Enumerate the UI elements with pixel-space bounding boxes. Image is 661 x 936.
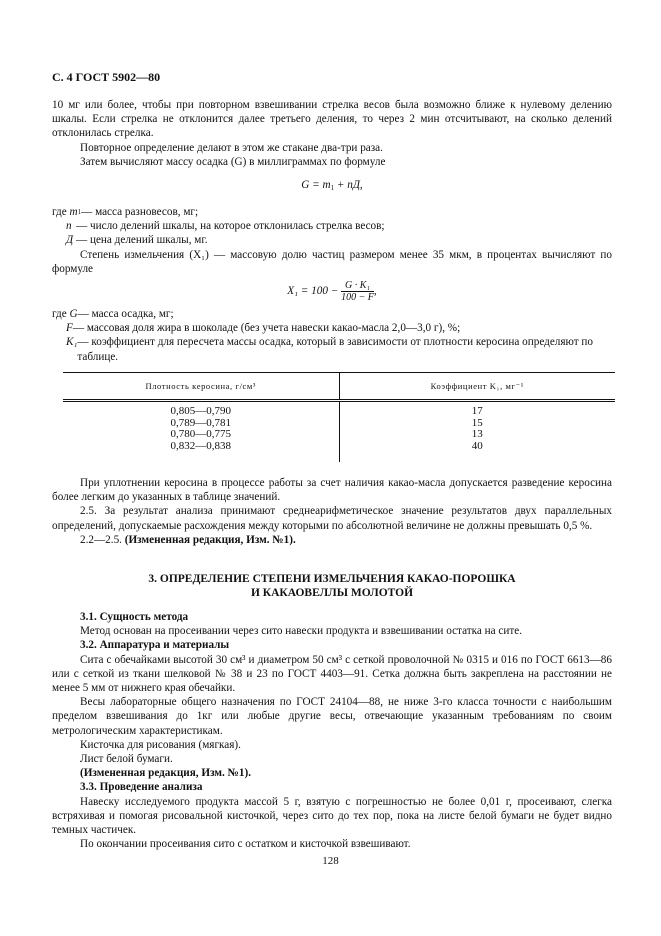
definition: F — массовая доля жира в шоколаде (без учета навески какао-масла 2,0—3,0 г), %;: [66, 322, 461, 335]
page-number: 128: [322, 855, 339, 867]
table-row: 0,780—0,775 13: [63, 429, 615, 441]
table-header-row: [63, 373, 615, 401]
paragraph: Метод основан на просеивании через сито навески продукта и взвешивании остатка на сите.: [80, 625, 523, 638]
definitions-1: [52, 205, 612, 276]
paragraph: При уплотнении керосина в процессе работы за счет наличия какао-масла допускается разведение керосина более легким до указанных в таблице значений.: [52, 477, 612, 504]
subsection-title: 3.1. Сущность метода: [80, 611, 189, 623]
paragraph: Степень измельчения (X₁) — массовую долю частиц размером менее 35 мкм, в процентах вычисляют по формуле: [52, 248, 612, 275]
table-row: 0,832—0,838 40: [63, 441, 615, 463]
subsection-title: 3.2. Аппаратура и материалы: [80, 639, 230, 652]
table-row: 0,789—0,781 15: [63, 418, 615, 430]
paragraph: Лист белой бумаги.: [80, 753, 173, 766]
definition: где G — масса осадка, мг;: [52, 308, 174, 320]
definition: Д — цена делений шкалы, мг.: [66, 234, 208, 247]
definition: n — число делений шкалы, на которое отклонилась стрелка весов;: [66, 220, 385, 233]
paragraph: Повторное определение делают в этом же стакане два-три раза.: [80, 141, 383, 154]
table-row: 0,805—0,790 17: [63, 401, 615, 418]
text-block-middle: [52, 476, 612, 547]
kerosene-coefficient-table: [63, 372, 615, 462]
text-block-top: [52, 98, 612, 169]
paragraph: Сита с обечайками высотой 30 см³ и диаметром 50 см³ с сеткой проволочной № 0315 и 016 по ГОСТ 6613—86 или с сеткой из ткани шелковой № 38 и 23 по ГОСТ 4403—91. Сетка должна быть закреплена на расстоянии не менее 5 мм от нижнего края обечайки.: [52, 653, 612, 695]
paragraph: Весы лабораторные общего назначения по ГОСТ 24104—88, не ниже 3-го класса точности с наибольшим пределом взвешивания до 1кг или любые другие весы, отвечающие указанным требованиям по своим метрологическим характеристикам.: [52, 696, 612, 737]
column-header: Плотность керосина, г/см³: [63, 373, 339, 401]
formula-x1: X₁ = 100 − $\frac{\text{G · K₁}}{100 - F}$ ,: [287, 280, 377, 303]
definition: где m 1 — масса разновесов, мг;: [52, 206, 199, 218]
fraction: $\frac{\text{G · K₁}}{100 - F}$: [341, 280, 374, 303]
definition: K₁ — коэффициент для пересчета массы осадка, который в зависимости от плотности керосина определяют по таблице.: [66, 336, 594, 363]
paragraph: Навеску исследуемого продукта массой 5 г, взятую с погрешностью не более 0,01 г, просеивают, слегка встряхивая и помогая рисовальной кисточкой, через сито до тех пор, пока на листе белой бумаги не будет видно темных частичек.: [52, 795, 612, 837]
section-3-body: [52, 610, 612, 851]
amendment-note: 2.2—2.5. (Измененная редакция, Изм. №1).: [80, 533, 296, 546]
subsection-title: 3.3. Проведение анализа: [80, 781, 203, 794]
paragraph: 10 мг или более, чтобы при повторном взвешивании стрелка весов была возможно ближе к нулевому делению шкалы. Если стрелка не отклонится далее третьего деления, то через 2 мин отсчитывают, на сколько делений отклонилась стрелка.: [52, 99, 612, 140]
paragraph: Кисточка для рисования (мягкая).: [80, 738, 241, 751]
formula-g: $G = m_1$ + nД,: [301, 179, 363, 192]
page-header: С. 4 ГОСТ 5902—80: [52, 70, 161, 84]
paragraph: По окончании просеивания сито с остатком и кисточкой взвешивают.: [80, 838, 411, 851]
amendment-note: (Измененная редакция, Изм. №1).: [80, 767, 251, 780]
column-header: Коэффициент K₁, мг⁻¹: [339, 373, 615, 401]
definitions-2: [52, 307, 612, 364]
paragraph: Затем вычисляют массу осадка (G) в миллиграммах по формуле: [80, 155, 386, 168]
section-3-title: 3. ОПРЕДЕЛЕНИЕ СТЕПЕНИ ИЗМЕЛЬЧЕНИЯ КАКАО-ПОРОШКА И КАКАОВЕЛЛЫ МОЛОТОЙ: [148, 573, 516, 599]
paragraph: 2.5. За результат анализа принимают среднеарифметическое значение результатов двух параллельных определений, допускаемые расхождения между которыми по абсолютной величине не должны превышать 0,5 %.: [52, 505, 612, 532]
